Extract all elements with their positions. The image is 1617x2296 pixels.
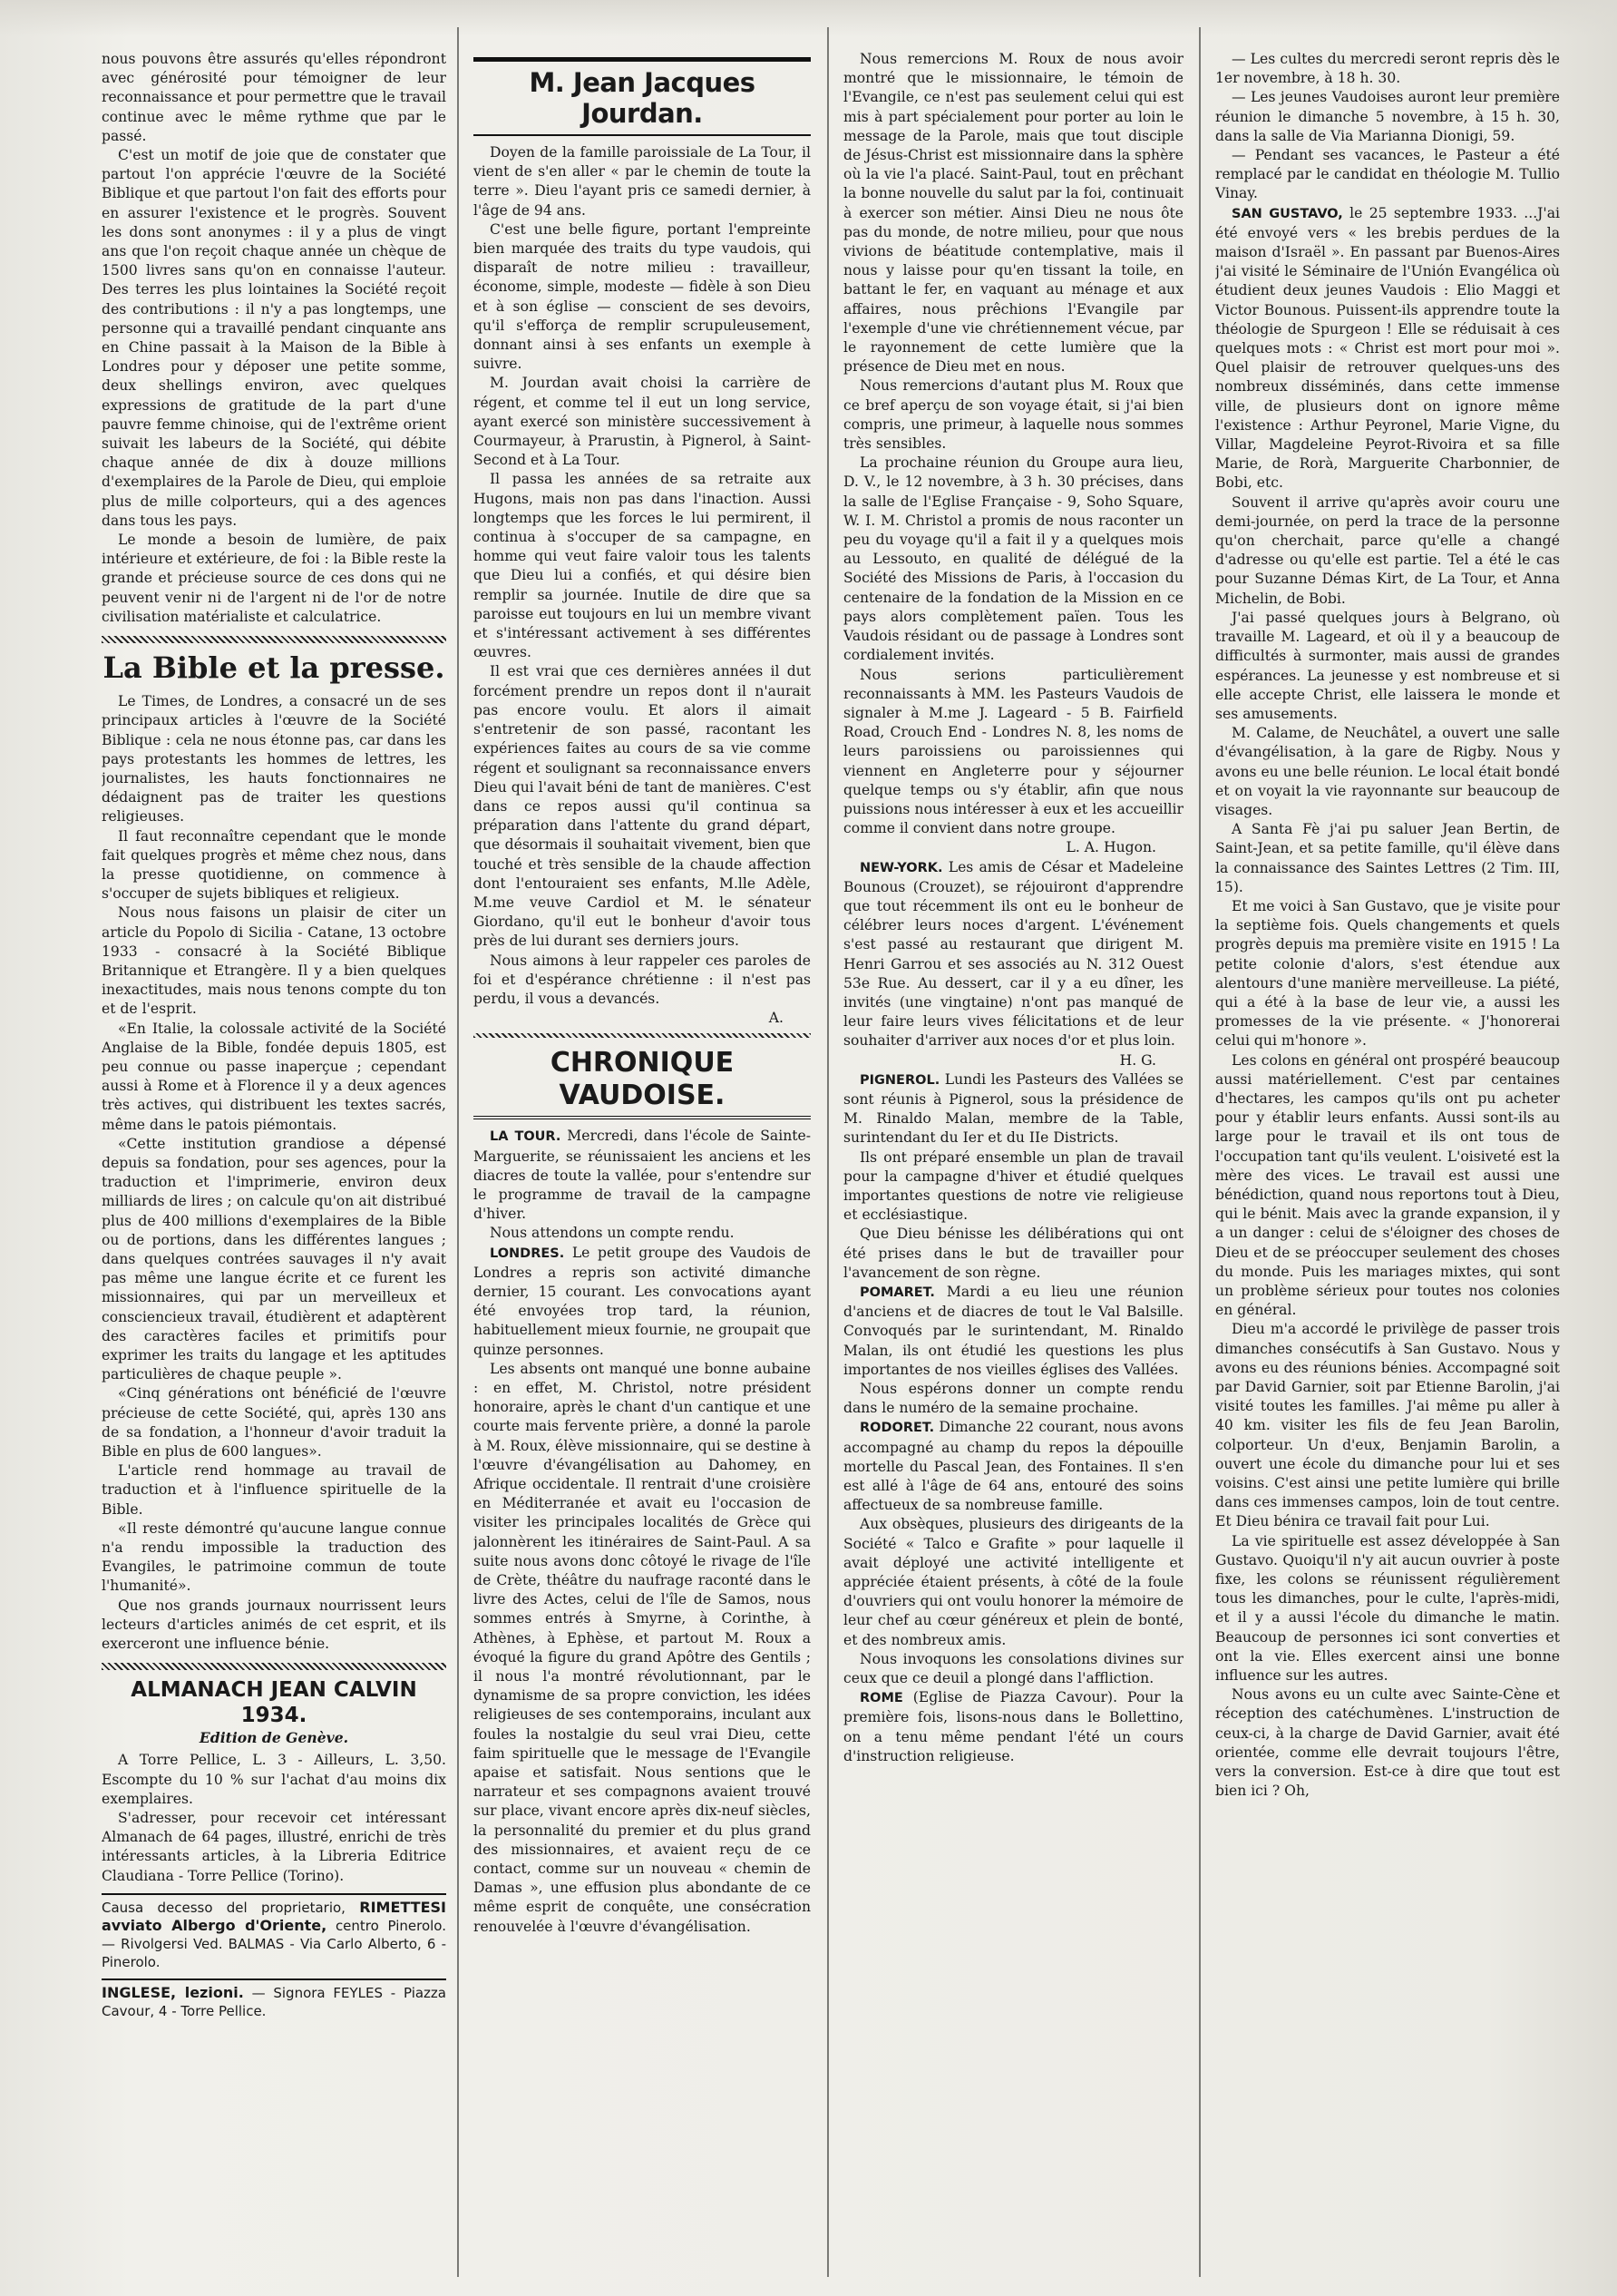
column-2 [473, 50, 811, 2281]
paragraph: Mercredi, dans l'école de Sainte-Marguerite, se réunissaient les anciens et les diacres de toute la vallée, pour s'entendre sur le programme de travail de la campagne d'hiver. [473, 1128, 811, 1223]
paragraph: Et me voici à San Gustavo, que je visite pour la septième fois. Quels changements et quels progrès depuis ma première visite en 1915 ! La petite colonie d'alors, s'est étendue aux alentours d'une manière merveilleuse. La piété, qui a été à la base de leur vie, a aussi les promesses de la vie présente. « J'honorerai celui qui m'honore ». [1215, 897, 1560, 1050]
paragraph: Les colons en général ont prospéré beaucoup aussi matériellement. C'est par centaines d'hectares, les campos qu'ils ont pu acheter pour y établir leurs enfants. Aussi sont-ils au large pour le travail et ils ont tous de l'occupation tant qu'ils veulent. L'oisiveté est la mère des vices. Le travail est aussi une bénédiction, quand nous reportons tout à Dieu, qui le bénit. Mais avec la grande expansion, il y a un danger : celui de s'éloigner des choses de Dieu et de se préoccuper seulement des choses du monde. Puis les mariages mixtes, qui sont un problème sérieux pour toutes nos colonies en général. [1215, 1051, 1560, 1319]
location-heading: NEW-YORK. [860, 860, 943, 875]
ad-text: centro Pinerolo. — Rivolgersi Ved. BALMAS - Via Carlo Alberto, 6 - Pinerolo. [102, 1917, 446, 1970]
paragraph: Il est vrai que ces dernières années il dut forcément prendre un repos dont il n'aurait pas encore voulu. Et alors il aimait s'entretenir de son passé, racontant les expériences faites au cours de sa vie comme régent et soulignant sa reconnaissance envers Dieu qui l'avait béni de tant de manières. C'est dans ce repos aussi qu'il continua sa préparation dans l'attente du grand départ, que désormais il souhaitait vivement, bien que touché et très sensible de la chaude affection dont l'entouraient ses enfants, M.lle Adèle, M.me veuve Cardiol et M. le sénateur Giordano, qu'il eut le bonheur d'avoir tous près de lui durant ses derniers jours. [473, 663, 811, 950]
column-rule [1199, 27, 1201, 2277]
decorative-separator [102, 1663, 446, 1670]
paragraph: — Pendant ses vacances, le Pasteur a été remplacé par le candidat en théologie M. Tullio Vinay. [1215, 147, 1560, 202]
column-4 [1215, 50, 1560, 2281]
paragraph: «Il reste démontré qu'aucune langue connue n'a rendu impossible la traduction des Evangiles, le patrimoine commun de toute l'humanité». [102, 1519, 446, 1595]
paragraph: — Les jeunes Vaudoises auront leur première réunion le dimanche 5 novembre, à 15 h. 30, dans la salle de Via Marianna Dionigi, 59. [1215, 89, 1560, 144]
ad-text: — Signora FEYLES - Piazza Cavour, 4 - Torre Pellice. [102, 1984, 446, 2019]
paragraph: Nous remercions M. Roux de nous avoir montré que le missionnaire, le témoin de l'Evangile, ce n'est pas seulement celui qui est mis à part spécialement pour porter au loin le message de la Parole, mais que tout disciple de Jésus-Christ est missionnaire dans la sphère où la vie l'a placé. Saint-Paul, tout en prêchant la bonne nouvelle du salut par la foi, continuait à exercer son métier. Ainsi Dieu ne nous ôte pas du monde, de notre milieu, pour que nous vivions de béatitude contemplative, mais il nous y laisse pour qu'en tissant la toile, en battant le fer, en vaquant au ménage et aux affaires, nous prêchions l'Evangile par l'exemple d'une vie chrétiennement vécue, par le rayonnement de cette lumière que la présence de Dieu met en nous. [843, 51, 1184, 376]
paragraph: A Santa Fè j'ai pu saluer Jean Bertin, de Saint-Jean, et sa petite famille, qu'il élève dans la connaissance des Saintes Lettres (2 Tim. III, 15). [1215, 821, 1560, 895]
signature: L. A. Hugon. [1066, 839, 1156, 856]
paragraph: Les amis de César et Madeleine Bounous (Crouzet), se réjouiront d'apprendre que tout récemment ils ont eu le bonheur de célébrer leurs noces d'argent. L'événement s'est passé au restaurant que dirigent M. Henri Garrou et ses associés au N. 312 Ouest 53e Rue. Au dessert, car il y a eu dîner, les invités (une vingtaine) n'ont pas manqué de leur faire leurs vives félicitations et de leur souhaiter d'arriver aux noces d'or et plus loin. [843, 858, 1184, 1050]
paragraph: Mardi a eu lieu une réunion d'anciens et de diacres de tout le Val Balsille. Convoqués par le surintendant, M. Rinaldo Malan, ils ont étudié les questions les plus importantes de nos vieilles églises des Vallées. [843, 1284, 1184, 1378]
paragraph: Nous nous faisons un plaisir de citer un article du Popolo di Sicilia - Catane, 13 octobre 1933 - consacré à la Société Biblique Britannique et Etrangère. Il y a bien quelques inexactitudes, mais nous tenons compte du ton et de l'esprit. [102, 904, 446, 1018]
obituary-title: M. Jean Jacques Jourdan. [473, 57, 811, 136]
paragraph: Lundi les Pasteurs des Vallées se sont réunis à Pignerol, sous la présidence de M. Rinaldo Malan, membre de la Table, surintendant du Ier et du IIe Districts. [843, 1070, 1184, 1147]
paragraph: Nous serions particulièrement reconnaissants à MM. les Pasteurs Vaudois de signaler à M.me J. Lageard - 5 B. Fairfield Road, Crouch End - Londres N. 8, les noms de leurs paroissiens ou paroissiennes qui viennent en Angleterre pour y séjourner quelque temps ou s'y établir, afin que nous puissions nous intéresser à eux et les accueillir comme il convient dans notre groupe. [843, 666, 1184, 837]
paragraph: Nous remercions d'autant plus M. Roux que ce bref aperçu de son voyage était, si j'ai bien compris, une primeur, à laquelle nous sommes très sensibles. [843, 377, 1184, 453]
paragraph: Ils ont préparé ensemble un plan de travail pour la campagne d'hiver et étudié quelques importantes questions de notre vie religieuse et ecclésiastique. [843, 1148, 1184, 1224]
paragraph: nous pouvons être assurés qu'elles répondront avec générosité pour témoigner de leur reconnaissance et pour permettre que le travail continue avec le même rythme que par le passé. [102, 51, 446, 144]
paragraph: La prochaine réunion du Groupe aura lieu, D. V., le 12 novembre, à 3 h. 30 précises, dans la salle de l'Eglise Française - 9, Soho Square, W. I. M. Christol a promis de nous raconter un peu du voyage qu'il a fait il y a quelques mois au Lessouto, en qualité de délégué de la Société des Missions de Paris, à l'occasion du centenaire de la fondation de la Mission en ce pays alors complètement païen. Tous les Vaudois résidant ou de passage à Londres sont cordialement invités. [843, 454, 1184, 664]
location-heading: ROME [860, 1691, 903, 1706]
paragraph: Nous invoquons les consolations divines sur ceux que ce deuil a plongé dans l'affliction. [843, 1650, 1184, 1687]
paragraph: Doyen de la famille paroissiale de La Tour, il vient de s'en aller « par le chemin de toute la terre ». Dieu l'ayant pris ce samedi dernier, à l'âge de 94 ans. [473, 144, 811, 219]
paragraph: Le petit groupe des Vaudois de Londres a repris son activité dimanche dernier, 15 courant. Les convocations ayant été envoyées trop tard, la réunion, habituellement mieux fournie, ne groupait que quinze personnes. [473, 1244, 811, 1358]
paragraph: «Cette institution grandiose a dépensé depuis sa fondation, pour ses agences, pour la traduction et l'imprimerie, environ deux milliards de lires ; on calcule qu'on ait distribué plus de 400 millions d'exemplaires de la Bible ou de portions, dans les différentes langues ; dans quelques contrées sauvages il n'y avait pas même une langue écrite et ce furent les missionnaires, qui par un merveilleux et consciencieux travail, étudièrent et adaptèrent des caractères faciles et primitifs pour exprimer les traits du langage et les aptitudes particulières de chaque peuple ». [102, 1135, 446, 1383]
classified-ad [102, 1893, 446, 1971]
paragraph: Les absents ont manqué une bonne aubaine : en effet, M. Christol, notre président honoraire, après le chant d'un cantique et une courte mais fervente prière, a donné la parole à M. Roux, élève missionnaire, qui se destine à l'œuvre d'évangélisation au Dahomey, en Afrique occidentale. Il rentrait d'une croisière en Méditerranée et avait eu l'occasion de visiter les principales localités de Grèce qui jalonnèrent les itinéraires de Saint-Paul. A sa suite nous avons donc côtoyé le rivage de l'île de Crète, théâtre du naufrage raconté dans le livre des Actes, celui de l'île de Samos, nous sommes entrés à Smyrne, à Corinthe, à Athènes, à Ephèse, et partout M. Roux a évoqué la figure du grand Apôtre des Gentils ; il nous l'a montré révolutionnant, par le dynamisme de sa propre conviction, les idées religieuses de ses contemporains, inculant aux foules la nostalgie du seul vrai Dieu, cette faim spirituelle que le message de l'Evangile apaise et satisfait. Nous sentions que le narrateur et ses compagnons avaient trouvé sur place, vivant encore après dix-neuf siècles, la personnalité du premier et du plus grand des missionnaires, et avaient reçu de ce contact, comme sur un nouveau « chemin de Damas », une effusion plus abondante de ce même esprit de conquête, une consécration renouvelée à l'œuvre d'évangélisation. [473, 1360, 811, 1935]
paragraph: L'article rend hommage au travail de traduction et à l'influence spirituelle de la Bible. [102, 1462, 446, 1518]
decorative-separator [102, 636, 446, 643]
paragraph: La vie spirituelle est assez développée à San Gustavo. Quoiqu'il n'y ait aucun ouvrier à poste fixe, les colons se réunissent régulièrement tous les dimanches, pour le culte, l'après-midi, et il y a aussi l'école du dimanche le matin. Beaucoup de personnes ici sont converties et ont la vie. Elles exercent ainsi une bonne influence sur les autres. [1215, 1532, 1560, 1685]
paragraph: Il passa les années de sa retraite aux Hugons, mais non pas dans l'inaction. Aussi longtemps que les forces le lui permirent, il continua à s'occuper de sa campagne, en homme qui veut faire valoir tous les talents que Dieu lui a confiés, et qui désire bien remplir sa journée. Inutile de dire que sa paroisse eut toujours en lui un membre vivant et s'intéressant activement à ses différentes œuvres. [473, 471, 811, 661]
almanach-title: ALMANACH JEAN CALVIN 1934. [131, 1678, 417, 1728]
decorative-separator [473, 1033, 811, 1038]
scan-top-shadow [0, 0, 1617, 36]
paragraph: Nous espérons donner un compte rendu dans le numéro de la semaine prochaine. [843, 1381, 1184, 1417]
column-rule [457, 27, 459, 2277]
paragraph: A Torre Pellice, L. 3 - Ailleurs, L. 3,50. Escompte du 10 % sur l'achat d'au moins dix exemplaires. [102, 1752, 446, 1807]
classified-ad [102, 1978, 446, 2020]
paragraph: Dimanche 22 courant, nous avons accompagné au champ du repos la dépouille mortelle du Pascal Jean, des Fontaines. Il s'en est allé à l'âge de 64 ans, entouré des soins affectueux de sa nombreuse famille. [843, 1419, 1184, 1514]
ad-highlight: RIMETTESI avviato Albergo d'Oriente, [102, 1898, 446, 1934]
ad-text: Causa decesso del proprietario, [102, 1899, 346, 1916]
signature: A. [768, 1010, 784, 1027]
paragraph: Souvent il arrive qu'après avoir couru une demi-journée, on perd la trace de la personne qu'on cherchait, parce qu'elle a changé d'adresse ou qu'elle est partie. Tel a été le cas pour Suzanne Démas Kirt, de La Tour, et Anna Michelin, de Bobi. [1215, 493, 1560, 607]
location-heading: LA TOUR. [490, 1129, 561, 1145]
paragraph: C'est un motif de joie que de constater que partout l'on apprécie l'œuvre de la Société Biblique et que partout l'on fait des efforts pour en assurer l'existence et le progrès. Souvent les dons sont anonymes : il y a plus de vingt ans que l'on reçoit chaque année un chèque de 1500 livres sans qu'on en connaisse l'auteur. Des terres les plus lointaines la Société reçoit des contributions : il n'y a pas longtemps, une personne qui a travaillé pendant cinquante ans en Chine passait à la Maison de la Bible à Londres pour y déposer une petite somme, deux shellings environ, avec quelques expressions de gratitude de la part d'une pauvre femme chinoise, qui de l'extrême orient suivait les labeurs de la Société, qui débite chaque année de dix à douze millions d'exemplaires de la Parole de Dieu, qui emploie plus de mille colporteurs, qui a des agences dans tous les pays. [102, 147, 446, 529]
location-heading: PIGNEROL. [860, 1072, 940, 1088]
ad-highlight: INGLESE, lezioni. [102, 1983, 244, 2001]
paragraph: Dieu m'a accordé le privilège de passer trois dimanches consécutifs à San Gustavo. Nous y avons eu des réunions bénies. Accompagné soit par David Garnier, soit par Etienne Barolin, j'ai visité toutes les familles. J'ai même pu aller à 40 km. visiter les fils de feu Jean Barolin, colporteur. Un d'eux, Benjamin Barolin, a ouvert une école du dimanche pour lui et ses voisins. C'est ainsi une petite lumière qui brille dans ces immenses campos, loin de tout centre. Et Dieu bénira ce travail fait pour Lui. [1215, 1321, 1560, 1530]
paragraph: (Eglise de Piazza Cavour). Pour la première fois, lisons-nous dans le Bollettino, on a tenu même pendant l'été un cours d'instruction religieuse. [843, 1689, 1184, 1764]
location-heading: RODORET. [860, 1421, 935, 1436]
paragraph: C'est une belle figure, portant l'empreinte bien marquée des traits du type vaudois, qui disparaît de notre milieu : travailleur, économe, simple, modeste — fidèle à son Dieu et à son église — conscient de ses devoirs, qu'il s'efforça de remplir scrupuleusement, donnant ainsi à ses enfants un exemple à suivre. [473, 220, 811, 373]
paragraph: Il faut reconnaître cependant que le monde fait quelques progrès et même chez nous, dans la presse quotidienne, on commence à s'occuper de sujets bibliques et religieux. [102, 827, 446, 903]
paragraph: M. Calame, de Neuchâtel, a ouvert une salle d'évangélisation, à la gare de Rigby. Nous y avons eu une belle réunion. Le local était bondé et on voyait la vie rayonnante sur beaucoup de visages. [1215, 725, 1560, 818]
paragraph: Le monde a besoin de lumière, de paix intérieure et extérieure, de foi : la Bible reste la grande et précieuse source de ces dons qui ne peuvent venir ni de l'argent ni de l'or de notre civilisation matérialiste et calculatrice. [102, 532, 446, 625]
signature: H. G. [1119, 1051, 1156, 1069]
paragraph: J'ai passé quelques jours à Belgrano, où travaille M. Lageard, et où il y a beaucoup de difficultés à surmonter, mais aussi de grandes espérances. La jeunesse y est nombreuse et si elle accepte Christ, elle laissera le monde et ses amusements. [1215, 609, 1560, 722]
paragraph: — Les cultes du mercredi seront repris dès le 1er novembre, à 18 h. 30. [1215, 51, 1560, 87]
paragraph: Nous avons eu un culte avec Sainte-Cène et réception des catéchumènes. L'instruction de ceux-ci, à la charge de David Garnier, avait été orientée, comme elle devrait toujours l'être, vers la conversion. Est-ce à dire que tout est bien ici ? Oh, [1215, 1686, 1560, 1800]
paragraph: S'adresser, pour recevoir cet intéressant Almanach de 64 pages, illustré, enrichi de très intéressants articles, à la Libreria Editrice Claudiana - Torre Pellice (Torino). [102, 1810, 446, 1884]
paragraph: M. Jourdan avait choisi la carrière de régent, et comme tel il eut un long service, ayant exercé son ministère successivement à Courmayeur, à Prarustin, à Pignerol, à Saint-Second et à La Tour. [473, 375, 811, 469]
paragraph: Nous attendons un compte rendu. [490, 1225, 735, 1242]
paragraph: «Cinq générations ont bénéficié de l'œuvre précieuse de cette Société, qui, après 130 ans de sa fondation, a l'honneur d'avoir traduit la Bible en plus de 600 langues». [102, 1385, 446, 1461]
paragraph: «En Italie, la colossale activité de la Société Anglaise de la Bible, fondée depuis 1805, est peu connue ou passe inaperçue ; cependant aussi à Rome et à Florence il y a deux agences très actives, qui distribuent les textes sacrés, même dans le patois piémontais. [102, 1020, 446, 1133]
paragraph: Aux obsèques, plusieurs des dirigeants de la Société « Talco e Grafite » pour laquelle il avait déployé une activité intelligente et appréciée étaient présents, à côté de la foule d'ouvriers qui ont voulu honorer la mémoire de leur chef au cœur généreux et plein de bonté, et des nombreux amis. [843, 1516, 1184, 1648]
column-rule [827, 27, 829, 2277]
paragraph: Nous aimons à leur rappeler ces paroles de foi et d'espérance chrétienne : il n'est pas perdu, il vous a devancés. [473, 952, 811, 1007]
column-3 [843, 50, 1184, 2281]
paragraph: Que nos grands journaux nourrissent leurs lecteurs d'articles animés de cet esprit, et ils exerceront une influence bénie. [102, 1597, 446, 1653]
paragraph: le 25 septembre 1933. ...J'ai été envoyé vers « les brebis perdues de la maison d'Israël ». En passant par Buenos-Aires j'ai visité le Séminaire de l'Unión Evangélica où étudient deux jeunes Vaudois : Elio Maggi et Victor Bounous. Puissent-ils apprendre toute la théologie de Spurgeon ! Elle se réduisait à ces quelques mots : « Christ est mort pour moi ». Quel plaisir de retrouver quelques-uns des nombreux disséminés, dans cette immense ville, de plusieurs dont on ignore même l'existence : Arthur Peyronel, Marie Vigne, du Villar, Magdeleine Peyrot-Rivoira et sa fille Marie, de Rorà, Marguerite Charbonnier, de Bobi, etc. [1215, 204, 1560, 492]
paragraph: Que Dieu bénisse les délibérations qui ont été prises dans le but de travailler pour l'avancement de son règne. [843, 1226, 1184, 1281]
almanach-subtitle: Edition de Genève. [199, 1729, 349, 1747]
location-heading: POMARET. [860, 1285, 935, 1300]
section-title: CHRONIQUE VAUDOISE. [473, 1043, 811, 1119]
column-1 [102, 50, 446, 2281]
article-title: La Bible et la presse. [102, 650, 445, 686]
location-heading: LONDRES. [490, 1246, 565, 1261]
location-heading: SAN GUSTAVO, [1232, 206, 1343, 221]
paragraph: Le Times, de Londres, a consacré un de ses principaux articles à l'œuvre de la Société Biblique : cela ne nous étonne pas, car dans les pays protestants les hommes de lettres, les journalistes, les hauts fonctionnaires ne dédaignent pas de traiter les questions religieuses. [102, 693, 446, 826]
